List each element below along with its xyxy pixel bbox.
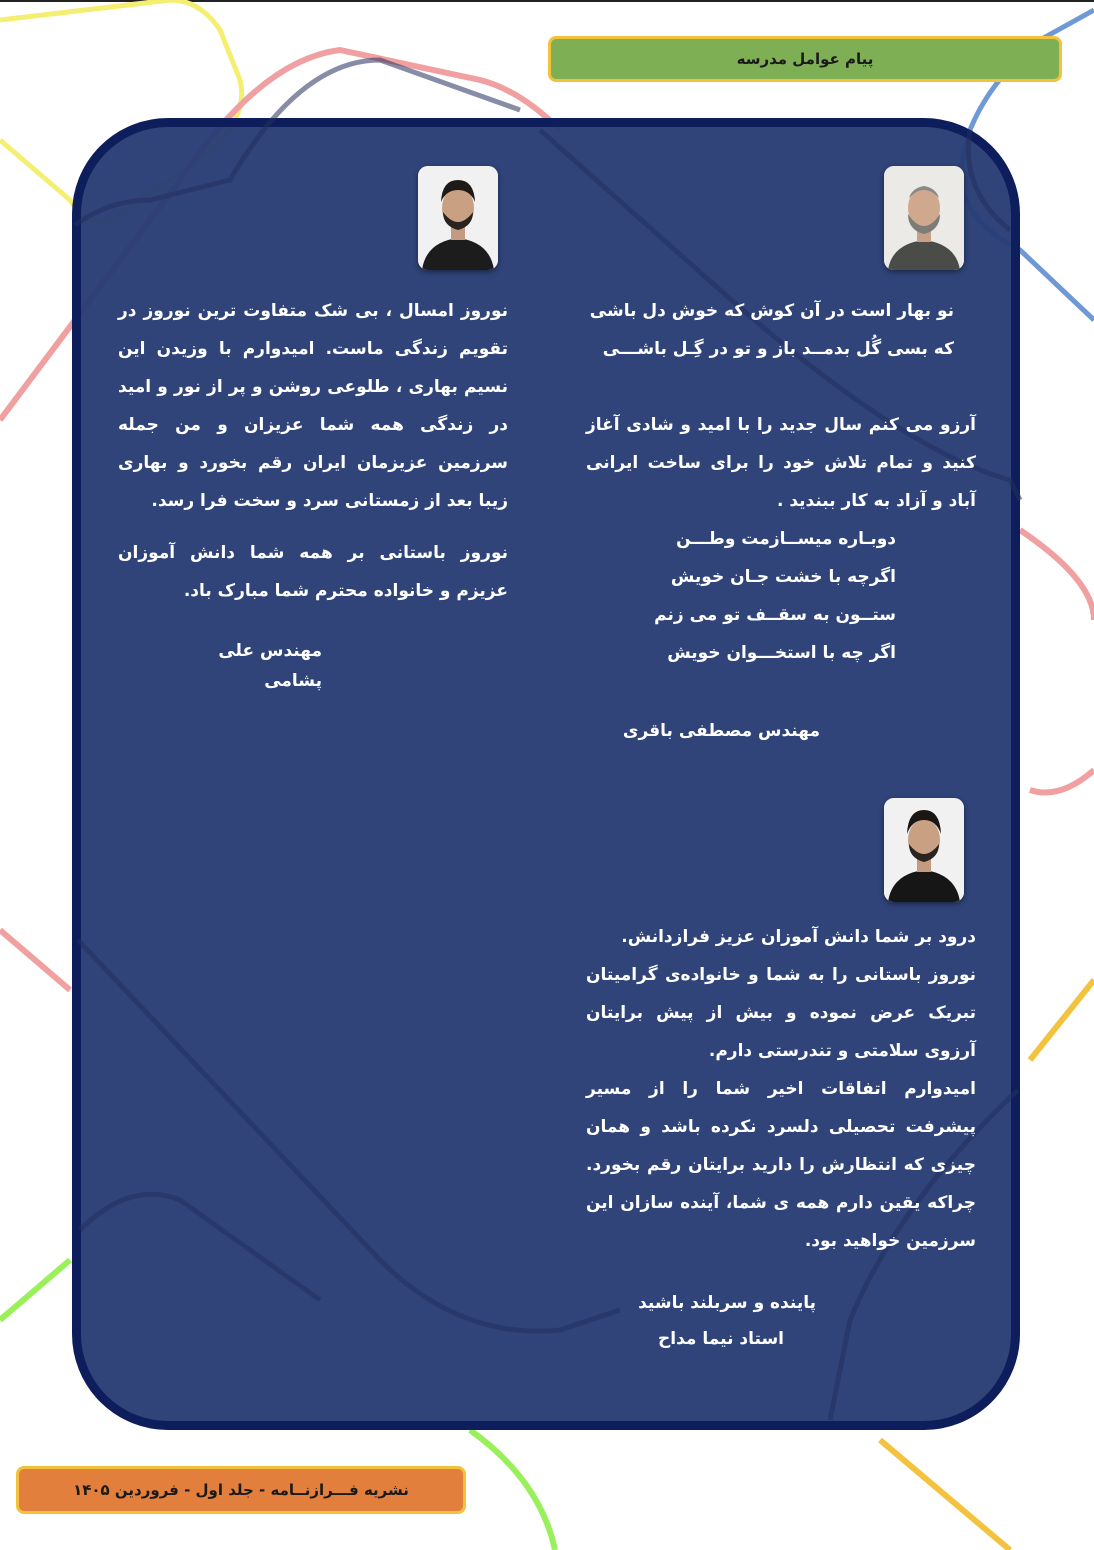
right-top-signature: مهندس مصطفی باقری: [622, 721, 820, 741]
right-bottom-signature: استاد نیما مداح: [658, 1329, 784, 1349]
header-title: پیام عوامل مدرسه: [736, 50, 874, 68]
left-signature: مهندس علی پشامی: [218, 641, 322, 691]
footer-banner: [16, 1466, 466, 1514]
left-paragraph-1: نوروز امسال ، بی شک متفاوت ترین نوروز در تقویم زندگی ماست. امیدوارم با وزیدن این نسیم بهاری ، طلوعی روشن و پر از نور و امید در زندگی همه شما عزیزان و من جمله سرزمین عزیزمان ایران رقم بخورد و بهاری زیبا بعد از زمستانی سرد و سخت فرا رسد.: [118, 301, 508, 511]
portrait-photo-maddah: [884, 798, 964, 902]
header-banner: [548, 36, 1062, 82]
left-paragraph-2: نوروز باستانی بر همه شما دانش آموزان عزیزم و خانواده محترم شما مبارک باد.: [118, 543, 508, 601]
verse-line-1: نو بهار است در آن کوش که خوش دل باشی: [589, 301, 954, 321]
portrait-photo-bagheri: [884, 166, 964, 270]
poem-line-2: اگرچه با خشت جـان خویش: [670, 567, 896, 587]
right-bottom-message: [586, 918, 976, 1260]
right-bottom-paragraph-1: درود بر شما دانش آموزان عزیز فرازدانش.: [621, 927, 976, 947]
verse-line-2: که بسی گُل بدمــد باز و تو در گِـل باشـــی: [602, 339, 954, 359]
portrait-photo-pashami: [418, 166, 498, 270]
right-bottom-paragraph-3: امیدوارم اتفاقات اخیر شما را از مسیر پیشرفت تحصیلی دلسرد نکرده باشد و همان چیزی که انتظارش را دارید برایتان رقم بخورد. چراکه یقین دارم همه ی شما، آینده سازان این سرزمین خواهید بود.: [586, 1079, 976, 1251]
poem-line-1: دوبـاره میســازمت وطـــن: [676, 529, 896, 549]
poem-line-4: اگر چه با استخـــوان خویش: [667, 643, 896, 663]
right-bottom-paragraph-2: نوروز باستانی را به شما و خانواده‌ی گرامیتان تبریک عرض نموده و بیش از پیش برایتان آرزوی سلامتی و تندرستی دارم.: [586, 965, 976, 1061]
footer-text: نشریه فـــرازنــامه - جلد اول - فروردین ۱۴۰۵: [73, 1481, 409, 1499]
right-top-verse: [586, 292, 954, 368]
right-top-poem: [640, 520, 896, 672]
left-message: [118, 292, 508, 610]
right-top-paragraph: آرزو می کنم سال جدید را با امید و شادی آغاز کنید و تمام تلاش خود را برای ساخت ایرانی آباد و آزاد به کار ببندید .: [586, 415, 976, 511]
right-top-message: [586, 406, 976, 520]
right-bottom-closing: پاینده و سربلند باشید: [638, 1293, 816, 1313]
poem-line-3: ستــون به سقــف تو می زنم: [654, 605, 896, 625]
